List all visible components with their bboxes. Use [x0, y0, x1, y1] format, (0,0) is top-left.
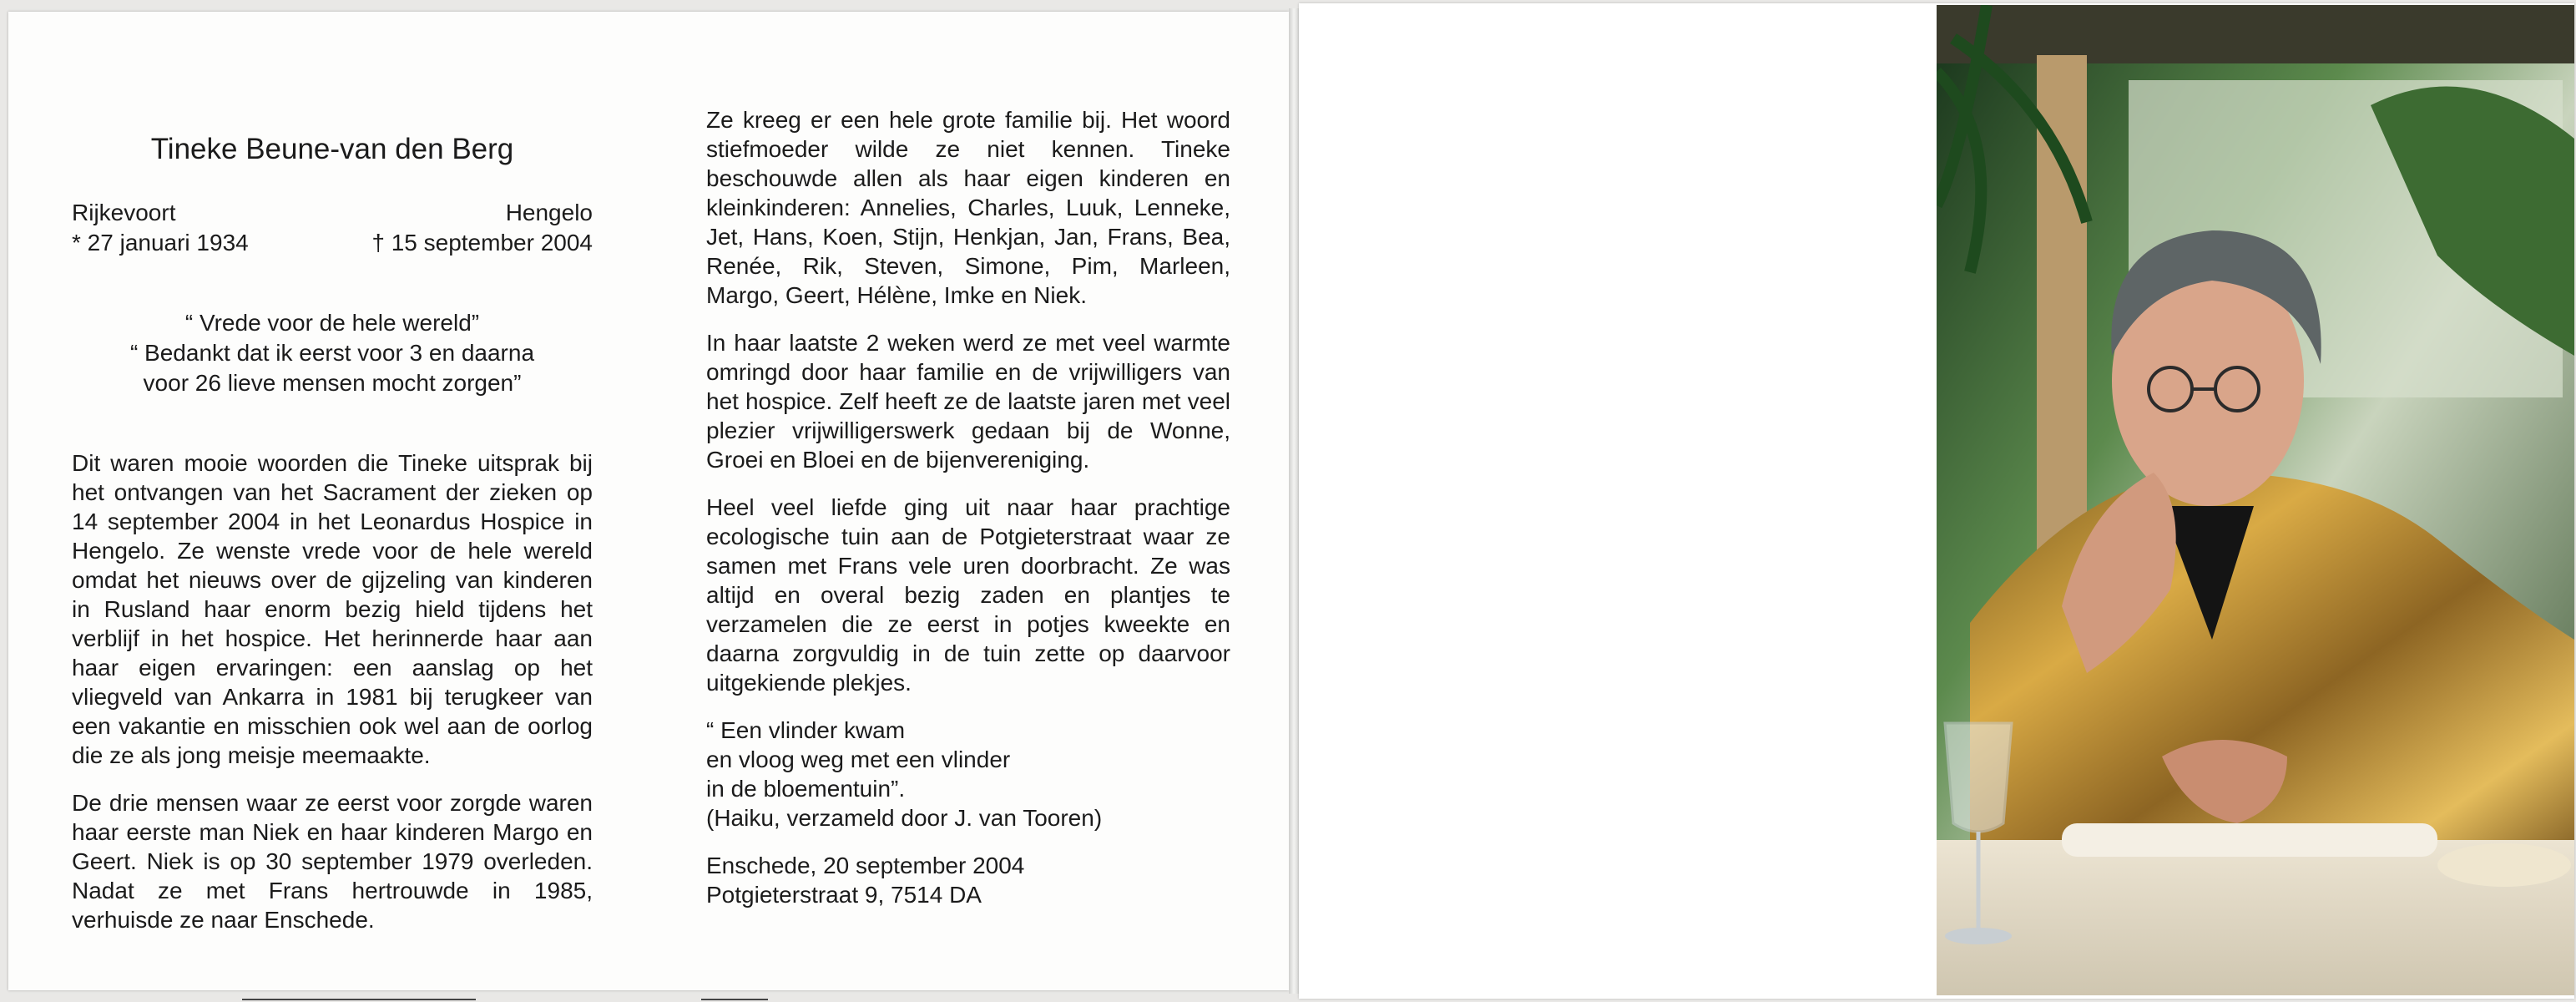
quote-line: “ Bedankt dat ik eerst voor 3 en daarna	[129, 340, 535, 366]
address: Potgieterstraat 9, 7514 DA	[706, 882, 982, 908]
left-column	[72, 133, 593, 953]
body-paragraph: In haar laatste 2 weken werd ze met veel warmte omringd door haar familie en de vrijwilligers van het hospice. Zelf heeft ze de laatste jaren met veel plezier vrijwilligerswerk gedaan bij de Wonne, Groei en Bloei en de bijenvereniging.	[706, 330, 1230, 473]
portrait-illustration	[1937, 5, 2574, 995]
deceased-name: Tineke Beune-van den Berg	[150, 133, 514, 165]
body-paragraph: Ze kreeg er een hele grote familie bij. Het woord stiefmoeder wilde ze niet kennen. Tineke beschouwde allen als haar eigen kinderen en kleinkinderen: Annelies, Charles, Luuk, Lenneke, Jet, Hans, Koen, Stijn, Henkjan, Jan, Frans, Bea, Renée, Rik, Steven, Simone, Pim, Marleen, Margo, Geert, Hélène, Imke en Niek.	[706, 107, 1230, 308]
birth-place: Rijkevoort	[72, 200, 176, 225]
body-paragraph: Dit waren mooie woorden die Tineke uitsprak bij het ontvangen van het Sacrament der zieken op 14 september 2004 in het Leonardus Hospice in Hengelo. Ze wenste vrede voor de hele wereld omdat het nieuws over de gijzeling van kinderen in Rusland haar enorm bezig hield tijdens het verblijf in het hospice. Het herinnerde haar aan haar eigen ervaringen: een aanslag op het vliegveld van Ankarra in 1981 bij terugkeer van een vakantie en misschien ook wel aan de oorlog die ze als jong meisje meemaakte.	[72, 450, 593, 768]
portrait-photo	[1937, 5, 2574, 995]
card-inner-spread	[8, 12, 1289, 990]
haiku-line: en vloog weg met een vlinder	[706, 746, 1011, 772]
place-date: Enschede, 20 september 2004	[706, 853, 1025, 878]
quote-line: voor 26 lieve mensen mocht zorgen”	[143, 370, 522, 396]
right-column	[706, 105, 1230, 928]
haiku-block	[706, 716, 1230, 832]
haiku-credit: (Haiku, verzameld door J. van Tooren)	[706, 805, 1103, 831]
places-row	[72, 198, 593, 228]
quote-block	[72, 308, 593, 398]
quote-line: “ Vrede voor de hele wereld”	[184, 310, 480, 336]
footer-block	[706, 851, 1230, 909]
edge-shadow	[242, 999, 476, 1000]
haiku-line: “ Een vlinder kwam	[706, 717, 906, 743]
body-paragraph: Heel veel liefde ging uit naar haar prachtige ecologische tuin aan de Potgieterstraat waar ze samen met Frans vele uren doorbracht. Ze was altijd en overal bezig zaden en plantjes te verzamelen die ze eerst in potjes kweekte en daarna zorgvuldig in de tuin zette op daarvoor uitgekiende plekjes.	[706, 494, 1230, 696]
death-place: Hengelo	[505, 200, 593, 225]
edge-shadow	[701, 999, 768, 1000]
card-gap	[1289, 8, 1299, 994]
haiku-line: in de bloementuin”.	[706, 776, 906, 802]
birth-date: * 27 januari 1934	[72, 230, 249, 256]
death-date: † 15 september 2004	[371, 230, 593, 256]
dates-row	[72, 228, 593, 258]
body-paragraph: De drie mensen waar ze eerst voor zorgde waren haar eerste man Niek en haar kinderen Margo en Geert. Niek is op 30 september 1979 overleden. Nadat ze met Frans hertrouwde in 1985, verhuisde ze naar Enschede.	[72, 790, 593, 933]
